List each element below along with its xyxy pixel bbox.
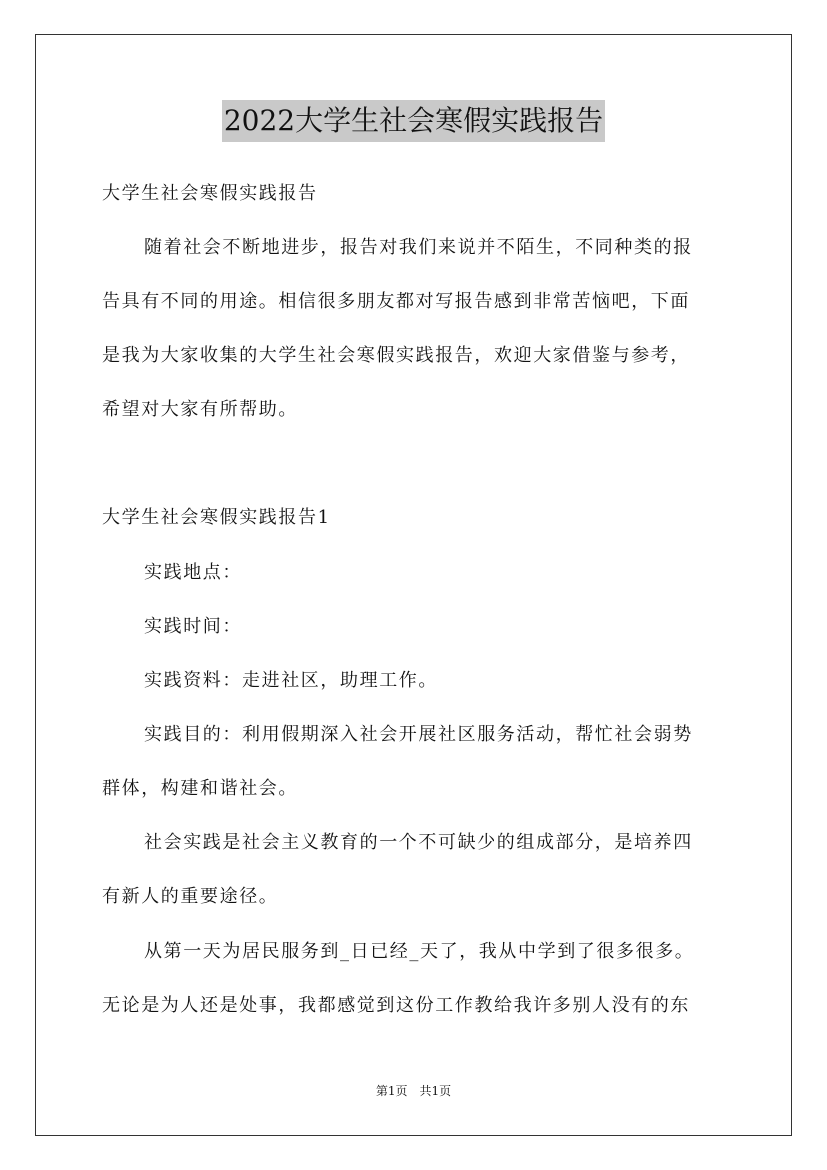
paragraph-line: 实践资料：走进社区，助理工作。 bbox=[144, 670, 438, 691]
paragraph-line: 告具有不同的用途。相信很多朋友都对写报告感到非常苦恼吧，下面 bbox=[102, 291, 690, 312]
title-container bbox=[0, 100, 827, 142]
page-total: 共1页 bbox=[419, 1084, 452, 1098]
paragraph-line: 实践地点： bbox=[144, 562, 242, 583]
paragraph-line: 无论是为人还是处事，我都感觉到这份工作教给我许多别人没有的东 bbox=[102, 995, 690, 1016]
paragraph-line: 实践时间： bbox=[144, 616, 242, 637]
page-number: 第1页 bbox=[375, 1084, 408, 1098]
page-footer bbox=[0, 1083, 827, 1099]
paragraph-line: 实践目的：利用假期深入社会开展社区服务活动，帮忙社会弱势 bbox=[144, 724, 693, 745]
paragraph-line: 从第一天为居民服务到_日已经_天了，我从中学到了很多很多。 bbox=[144, 941, 695, 962]
document-title: 2022大学生社会寒假实践报告 bbox=[222, 100, 605, 142]
paragraph-line: 有新人的重要途径。 bbox=[102, 886, 279, 907]
paragraph-line: 社会实践是社会主义教育的一个不可缺少的组成部分，是培养四 bbox=[144, 832, 693, 853]
paragraph-line: 希望对大家有所帮助。 bbox=[102, 399, 298, 420]
paragraph-line: 随着社会不断地进步，报告对我们来说并不陌生，不同种类的报 bbox=[144, 237, 693, 258]
section-heading: 大学生社会寒假实践报告1 bbox=[102, 507, 331, 528]
section-heading: 大学生社会寒假实践报告 bbox=[102, 183, 318, 204]
paragraph-line: 群体，构建和谐社会。 bbox=[102, 778, 298, 799]
paragraph-line: 是我为大家收集的大学生社会寒假实践报告，欢迎大家借鉴与参考， bbox=[102, 345, 690, 366]
